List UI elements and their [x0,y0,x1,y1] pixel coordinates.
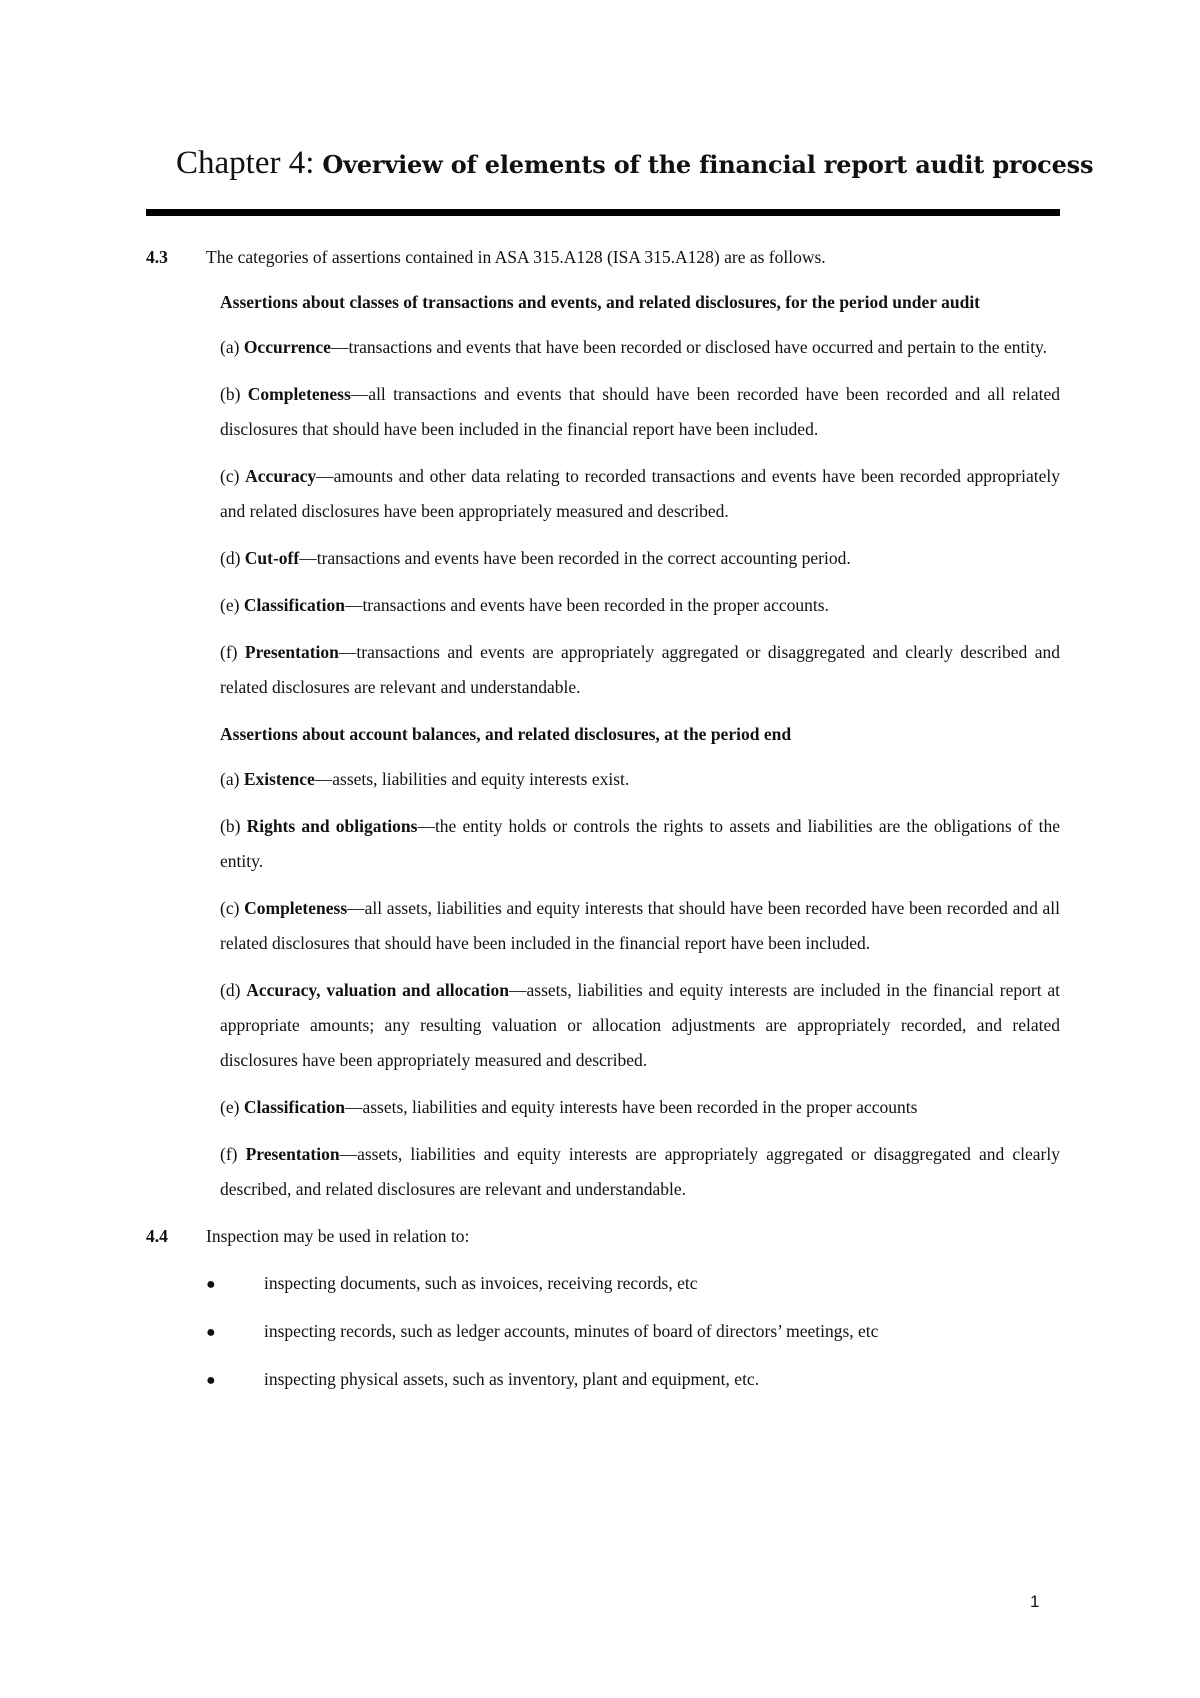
section-heading [146,240,1060,275]
bullet-icon: ● [206,1324,216,1341]
item-text: —assets, liabilities and equity interests are appropriately aggregated or disaggregated and clearly described, and related disclosures are relevant and understandable. [220,1144,1061,1199]
item-term: Cut-off [244,548,300,568]
item-letter: (c) [220,466,240,486]
section-4-3 [146,240,1060,1207]
item-text: —all transactions and events that should have been recorded have been recorded and all related disclosures that should have been included in the financial report have been included. [220,384,1060,439]
assertion-item [220,459,1060,529]
item-letter: (b) [220,384,241,404]
inspection-list [146,1266,1060,1398]
assertion-group-heading: Assertions about classes of transactions and events, and related disclosures, for the period under audit [220,292,981,312]
section-intro: The categories of assertions contained in ASA 315.A128 (ISA 315.A128) are as follows. [206,247,826,267]
item-text: —transactions and events that have been recorded or disclosed have occurred and pertain to the entity. [330,337,1048,357]
list-item-text: inspecting records, such as ledger accounts, minutes of board of directors’ meetings, etc [264,1321,879,1341]
item-term: Accuracy [245,466,317,486]
item-text: —all assets, liabilities and equity interests that should have been recorded have been recorded and all related disclosures that should have been included in the financial report have been included. [220,898,1060,953]
bullet-icon: ● [206,1276,216,1293]
item-text: —transactions and events have been recorded in the correct accounting period. [299,548,851,568]
item-term: Completeness [244,898,348,918]
list-item-text: inspecting physical assets, such as inventory, plant and equipment, etc. [264,1369,760,1389]
section-intro: Inspection may be used in relation to: [206,1226,470,1246]
item-term: Classification [243,595,345,615]
assertion-item [220,891,1060,961]
section-heading [146,1219,1060,1254]
assertion-item [220,973,1060,1078]
bullet-icon: ● [206,1372,216,1389]
item-text: —assets, liabilities and equity interests are included in the financial report at appropriate amounts; any resulting valuation or allocation adjustments are appropriately recorded, and related disclosures have been appropriately measured and described. [220,980,1061,1070]
item-term: Completeness [247,384,351,404]
item-term: Existence [243,769,315,789]
item-term: Presentation [244,642,339,662]
item-letter: (d) [220,548,241,568]
chapter-subtitle: Overview of elements of the financial report audit process [322,150,1094,179]
item-term: Presentation [245,1144,340,1164]
assertion-item [220,541,1060,576]
item-letter: (b) [220,816,241,836]
item-letter: (f) [220,642,238,662]
item-letter: (a) [220,769,240,789]
item-term: Rights and obligations [246,816,418,836]
assertion-item [220,588,1060,623]
item-text: —amounts and other data relating to recorded transactions and events have been recorded appropriately and related disclosures have been appropriately measured and described. [220,466,1060,521]
assertion-item [220,635,1060,705]
list-item [146,1314,1060,1350]
section-4-4 [146,1219,1060,1398]
assertion-item [220,762,1060,797]
item-text: —the entity holds or controls the rights to assets and liabilities are the obligations of the entity. [220,816,1061,871]
item-letter: (e) [220,1097,240,1117]
item-letter: (f) [220,1144,238,1164]
item-text: —assets, liabilities and equity interests have been recorded in the proper accounts [344,1097,918,1117]
item-letter: (d) [220,980,241,1000]
section-number: 4.3 [146,247,168,267]
assertion-item [220,377,1060,447]
chapter-title [176,142,1094,185]
item-letter: (e) [220,595,240,615]
list-item-text: inspecting documents, such as invoices, receiving records, etc [264,1273,698,1293]
assertion-item [220,1090,1060,1125]
document-body [146,240,1060,1410]
item-letter: (a) [220,337,240,357]
item-term: Occurrence [243,337,331,357]
assertion-item [220,1137,1060,1207]
assertion-group-heading: Assertions about account balances, and related disclosures, at the period end [220,724,792,744]
title-divider [146,209,1060,216]
assertion-item [220,809,1060,879]
list-item [146,1362,1060,1398]
item-letter: (c) [220,898,240,918]
section-number: 4.4 [146,1226,168,1246]
item-term: Accuracy, valuation and allocation [246,980,510,1000]
item-text: —transactions and events have been recorded in the proper accounts. [344,595,829,615]
list-item [146,1266,1060,1302]
item-text: —assets, liabilities and equity interests exist. [314,769,630,789]
page-number: 1 [1030,1592,1040,1611]
item-term: Classification [243,1097,345,1117]
chapter-label: Chapter 4: [176,145,315,181]
assertion-item [220,330,1060,365]
item-text: —transactions and events are appropriately aggregated or disaggregated and clearly described and related disclosures are relevant and understandable. [220,642,1060,697]
